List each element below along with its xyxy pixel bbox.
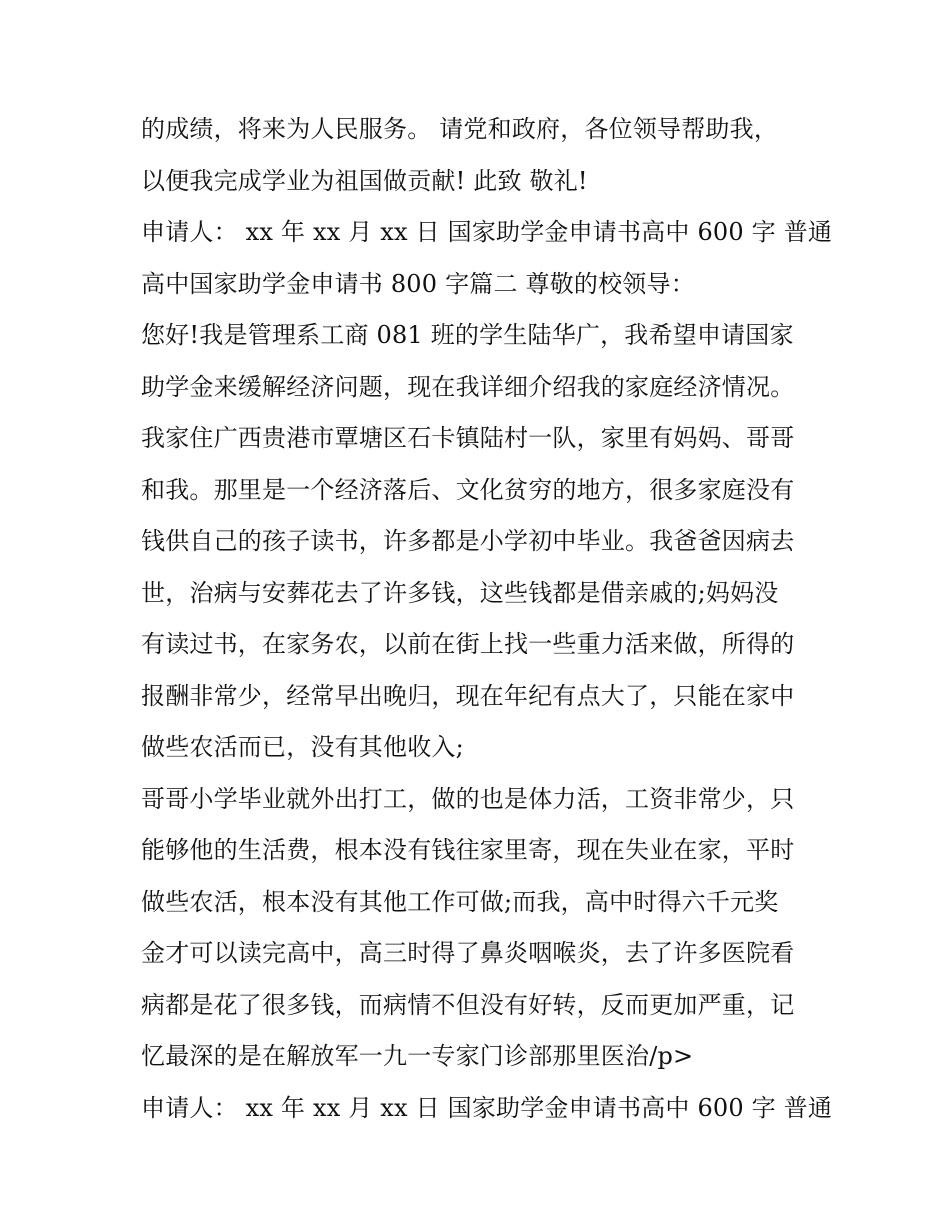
text-line: 申请人： xx 年 xx 月 xx 日 国家助学金申请书高中 600 字 普通 — [141, 1093, 833, 1122]
text-line: 和我。那里是一个经济落后、文化贫穷的地方，很多家庭没有 — [141, 475, 795, 504]
text-line: 有读过书，在家务农，以前在街上找一些重力活来做，所得的 — [141, 630, 795, 658]
document-body — [141, 104, 833, 1134]
text-line: 能够他的生活费，根本没有钱往家里寄，现在失业在家，平时 — [141, 836, 795, 864]
text-line: 病都是花了很多钱，而病情不但没有好转，反而更加严重，记 — [141, 990, 795, 1019]
text-line: 助学金来缓解经济问题，现在我详细介绍我的家庭经济情况。 — [141, 372, 795, 401]
text-line: 哥哥小学毕业就外出打工，做的也是体力活，工资非常少，只 — [141, 784, 795, 813]
text-line: 高中国家助学金申请书 800 字篇二 尊敬的校领导： — [141, 269, 695, 298]
text-line: 的成绩，将来为人民服务。 请党和政府，各位领导帮助我， — [141, 115, 779, 143]
text-line: 忆最深的是在解放军一九一专家门诊部那里医治/p> — [141, 1042, 694, 1070]
text-line: 钱供自己的孩子读书，许多都是小学初中毕业。我爸爸因病去 — [141, 527, 795, 555]
text-line: 申请人： xx 年 xx 月 xx 日 国家助学金申请书高中 600 字 普通 — [141, 218, 833, 246]
text-line: 做些农活，根本没有其他工作可做;而我，高中时得六千元奖 — [141, 887, 779, 916]
text-line: 世，治病与安葬花去了许多钱，这些钱都是借亲戚的;妈妈没 — [141, 578, 779, 607]
text-line: 做些农活而已，没有其他收入; — [141, 733, 464, 761]
text-line: 我家住广西贵港市覃塘区石卡镇陆村一队，家里有妈妈、哥哥 — [141, 424, 795, 452]
text-line: 金才可以读完高中，高三时得了鼻炎咽喉炎，去了许多医院看 — [141, 939, 795, 967]
text-line: 以便我完成学业为祖国做贡献! 此致 敬礼! — [141, 166, 588, 195]
text-line: 报酬非常少，经常早出晚归，现在年纪有点大了，只能在家中 — [141, 681, 795, 710]
text-line: 您好!我是管理系工商 081 班的学生陆华广，我希望申请国家 — [141, 321, 794, 349]
